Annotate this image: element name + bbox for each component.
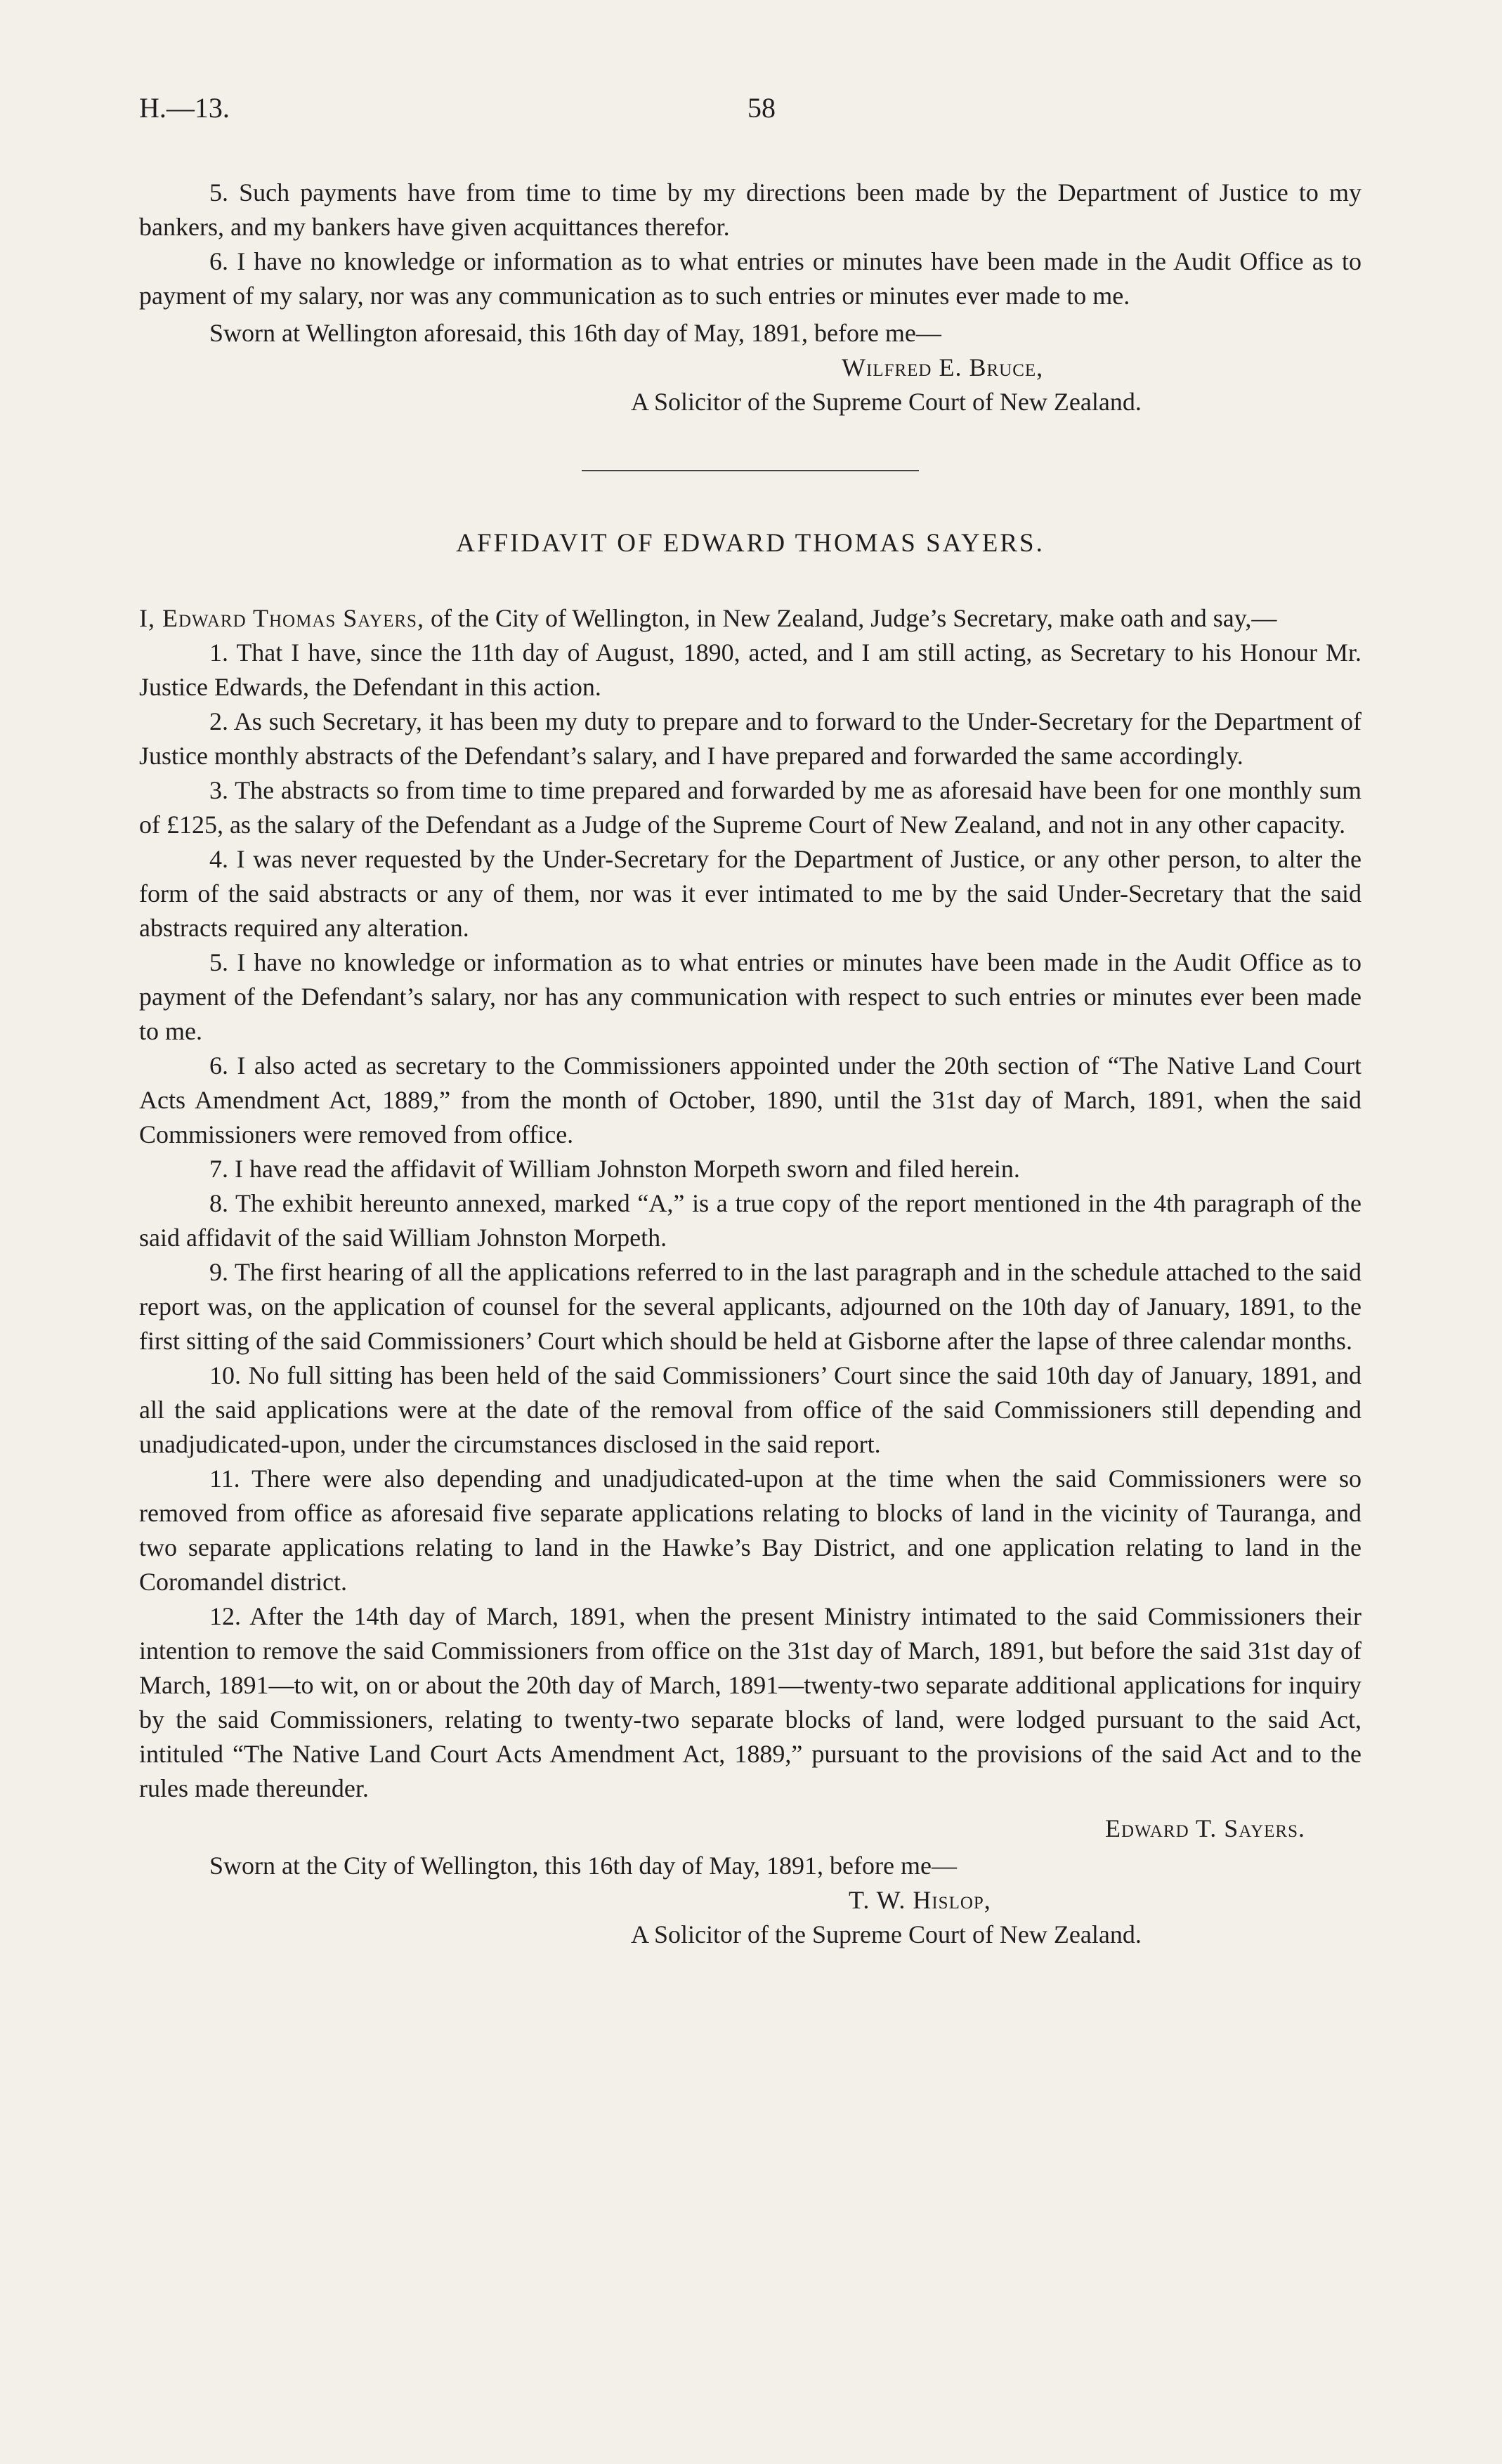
paragraph: 5. I have no knowledge or information as to what entries or minutes have been made in the Audit Office as to payment of the Defendant’s salary, nor has any communication with respect to such entries or minutes ever been made to me. (139, 948, 1361, 1045)
document-reference: H.—13. (139, 92, 230, 124)
document-body (139, 176, 1361, 1952)
deponent-name: I, Edward Thomas Sayers, (139, 604, 424, 632)
paragraph: 10. No full sitting has been held of the said Commissioners’ Court since the said 10th day of January, 1891, and all the said applications were at the date of the removal from office of the said Commissioners still depending and unadjudicated-upon, under the circumstances disclosed in the said report. (139, 1361, 1361, 1458)
paragraph: 12. After the 14th day of March, 1891, when the present Ministry intimated to the said Commissioners their intention to remove the said Commissioners from office on the 31st day of March, 1891, but before the said 31st day of March, 1891—to wit, on or about the 20th day of March, 1891—twenty-two separate additional applications for inquiry by the said Commissioners, relating to twenty-two separate blocks of land, were lodged pursuant to the said Act, intituled “The Native Land Court Acts Amendment Act, 1889,” pursuant to the provisions of the said Act and to the rules made thereunder. (139, 1602, 1361, 1802)
paragraph: 3. The abstracts so from time to time prepared and forwarded by me as aforesaid have been for one monthly sum of £125, as the salary of the Defendant as a Judge of the Supreme Court of New Zealand, and not in any other capacity. (139, 776, 1361, 839)
paragraph: 1. That I have, since the 11th day of August, 1890, acted, and I am still acting, as Secretary to his Honour Mr. Justice Edwards, the Defendant in this action. (139, 638, 1361, 701)
paragraph: 4. I was never requested by the Under-Secretary for the Department of Justice, or any other person, to alter the form of the said abstracts or any of them, nor was it ever intimated to me by the said Under-Secretary that the said abstracts required any alteration. (139, 845, 1361, 942)
paragraph: 6. I also acted as secretary to the Commissioners appointed under the 20th section of “The Native Land Court Acts Amendment Act, 1889,” from the month of October, 1890, until the 31st day of March, 1891, when the said Commissioners were removed from office. (139, 1051, 1361, 1148)
section-divider (582, 470, 919, 471)
paragraph: 8. The exhibit hereunto annexed, marked “A,” is a true copy of the report mentioned in the 4th paragraph of the said affidavit of the said William Johnston Morpeth. (139, 1189, 1361, 1252)
paragraph: 11. There were also depending and unadjudicated-upon at the time when the said Commissioners were so removed from office as aforesaid five separate applications relating to blocks of land in the vicinity of Tauranga, and two separate applications relating to land in the Hawke’s Bay District, and one application relating to land in the Coromandel district. (139, 1464, 1361, 1596)
paragraph: 6. I have no knowledge or information as to what entries or minutes have been made in the Audit Office as to payment of my salary, nor was any communication as to such entries or minutes ever made to me. (139, 247, 1361, 310)
witness-name: Wilfred E. Bruce, (842, 353, 1044, 381)
page-header (139, 91, 1363, 133)
deponent-signature: Edward T. Sayers. (1104, 1814, 1305, 1842)
witness-title: A Solicitor of the Supreme Court of New Zealand. (631, 1920, 1142, 1948)
witness-name: T. W. Hislop, (849, 1886, 991, 1914)
jurat: Sworn at the City of Wellington, this 16th day of May, 1891, before me— (209, 1852, 957, 1880)
paragraph: 5. Such payments have from time to time by my directions been made by the Department of Justice to my bankers, and my bankers have given acquittances therefor. (139, 178, 1361, 241)
paragraph: 9. The first hearing of all the applications referred to in the last paragraph and in the schedule attached to the said report was, on the application of counsel for the several applicants, adjourned on the 10th day of January, 1891, to the first sitting of the said Commissioners’ Court which should be held at Gisborne after the lapse of three calendar months. (139, 1258, 1361, 1355)
affidavit-intro (139, 601, 1361, 636)
paragraph: 7. I have read the affidavit of William Johnston Morpeth sworn and filed herein. (209, 1155, 1020, 1183)
paragraph: 2. As such Secretary, it has been my duty to prepare and to forward to the Under-Secretary for the Department of Justice monthly abstracts of the Defendant’s salary, and I have prepared and forwarded the same accordingly. (139, 707, 1361, 770)
jurat: Sworn at Wellington aforesaid, this 16th day of May, 1891, before me— (209, 319, 941, 347)
page-number: 58 (747, 92, 776, 124)
witness-title: A Solicitor of the Supreme Court of New Zealand. (631, 388, 1142, 416)
intro-text: of the City of Wellington, in New Zealand, Judge’s Secretary, make oath and say,— (424, 604, 1277, 632)
affidavit-title: AFFIDAVIT OF EDWARD THOMAS SAYERS. (456, 529, 1045, 558)
